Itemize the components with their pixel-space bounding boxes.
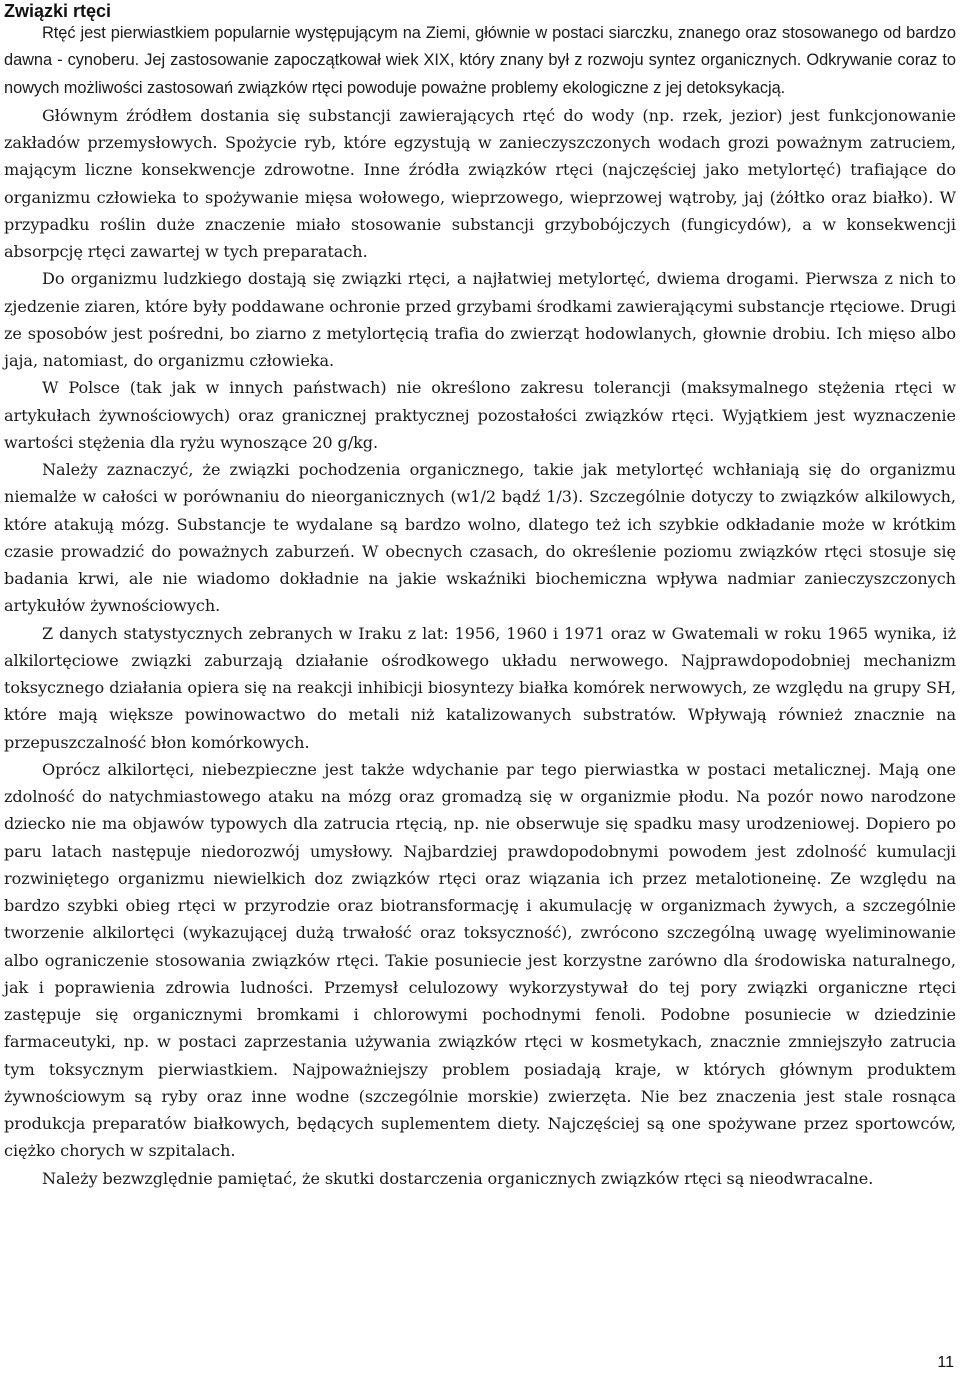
body-text — [4, 20, 956, 1192]
paragraph-mercury-intro: Rtęć jest pierwiastkiem popularnie występującym na Ziemi, głównie w postaci siarczku, znanego oraz stosowanego od bardzo dawna - cynoberu. Jej zastosowanie zapoczątkował wiek XIX, który znany był z rozwoju syntez organicznych. Odkrywanie coraz to nowych możliwości zastosowań związków rtęci powoduje poważne problemy ekologiczne z jej detoksykacją. — [4, 24, 956, 97]
paragraph-conclusion: Należy bezwzględnie pamiętać, że skutki dostarczenia organicznych związków rtęci są nieodwracalne. — [42, 1168, 874, 1188]
page-number: 11 — [937, 1354, 954, 1371]
paragraph-metallic-vapour: Oprócz alkilortęci, niebezpieczne jest także wdychanie par tego pierwiastka w postaci metalicznej. Mają one zdolność do natychmiastowego ataku na mózg oraz gromadzą się w organizmie płodu. Na pozór nowo narodzone dziecko nie ma objawów typowych dla zatrucia rtęcią, np. nie obserwuje się spadku masy urodzeniowej. Dopiero po paru latach następuje niedorozwój umysłowy. Najbardziej prawdopodobnymi powodem jest zdolność kumulacji rozwiniętego organizmu niewielkich doz związków rtęci oraz wiązania ich przez metalotioneinę. Ze względu na bardzo szybki obieg rtęci w przyrodzie oraz biotransformację i akumulację w organizmach żywych, a szczególnie tworzenie alkilortęci (wykazującej dużą trwałość oraz toksyczność), zwrócono szczególną uwagę wyeliminowanie albo ograniczenie stosowania związków rtęci. Takie posuniecie jest korzystne zarówno dla środowiska naturalnego, jak i poprawienia zdrowia ludności. Przemysł celulozowy wykorzystywał do tej pory związki organiczne rtęci zastępuje się organicznymi bromkami i chlorowymi pochodnymi fenoli. Podobne posuniecie w dziedzinie farmaceutyki, np. w postaci zaprzestania używania związków rtęci w kosmetykach, znacznie zmniejszyło zatrucia tym toksycznym pierwiastkiem. Najpoważniejszy problem posiadają kraje, w których głównym produktem żywnościowym są ryby oraz inne wodne (szczególnie morskie) zwierzęta. Nie bez znaczenia jest stale rosnąca produkcja preparatów białkowych, będących suplementem diety. Najczęściej są one spożywane przez sportowców, ciężko chorych w szpitalach. — [4, 759, 956, 1161]
paragraph-statistics: Z danych statystycznych zebranych w Iraku z lat: 1956, 1960 i 1971 oraz w Gwatemali w roku 1965 wynika, iż alkilortęciowe związki zaburzają działanie ośrodkowego układu nerwowego. Najprawdopodobniej mechanizm toksycznego działania opiera się na reakcji inhibicji biosyntezy białka komórek nerwowych, ze względu na grupy SH, które mają większe powinowactwo do metali niż katalizowanych substratów. Wpływają również znacznie na przepuszczalność błon komórkowych. — [4, 623, 956, 752]
paragraph-tolerance-limits: W Polsce (tak jak w innych państwach) nie określono zakresu tolerancji (maksymalnego stężenia rtęci w artykułach żywnościowych) oraz granicznej praktycznej pozostałości związków rtęci. Wyjątkiem jest wyznaczenie wartości stężenia dla ryżu wynoszące 20 g/kg. — [4, 378, 956, 452]
paragraph-absorption: Należy zaznaczyć, że związki pochodzenia organicznego, takie jak metylortęć wchłaniają się do organizmu niemalże w całości w porównaniu do nieorganicznych (w1/2 bądź 1/3). Szczególnie dotyczy to związków alkilowych, które atakują mózg. Substancje te wydalane są bardzo wolno, dlatego też ich szybkie odkładanie może w krótkim czasie prowadzić do poważnych zaburzeń. W obecnych czasach, do określenie poziomu związków rtęci stosuje się badania krwi, ale nie wiadomo dokładnie na jakie wskaźniki biochemiczna wpływa nadmiar zanieczyszczonych artykułów żywnościowych. — [4, 460, 956, 616]
paragraph-sources-of-mercury: Głównym źródłem dostania się substancji zawierających rtęć do wody (np. rzek, jezior) jest funkcjonowanie zakładów przemysłowych. Spożycie ryb, które egzystują w zanieczyszczonych wodach grozi poważnym zatruciem, mającym liczne konsekwencje zdrowotne. Inne źródła związków rtęci (najczęściej jako metylortęć) trafiające do organizmu człowieka to spożywanie mięsa wołowego, wieprzowego, wieprzowej wątroby, jaj (żółtko oraz białko). W przypadku roślin duże znaczenie miało stosowanie substancji grzybobójczych (fungicydów), a w konsekwencji absorpcję rtęci zawartej w tych preparatach. — [4, 105, 956, 261]
paragraph-routes-into-body: Do organizmu ludzkiego dostają się związki rtęci, a najłatwiej metylortęć, dwiema drogami. Pierwsza z nich to zjedzenie ziaren, które były poddawane ochronie przed grzybami środkami zawierającymi substancje rtęciowe. Drugi ze sposobów jest pośredni, bo ziarno z metylortęcią trafia do zwierząt hodowlanych, głownie drobiu. Ich mięso albo jaja, natomiast, do organizmu człowieka. — [4, 269, 956, 370]
section-heading: Związki rtęci — [4, 1, 112, 21]
